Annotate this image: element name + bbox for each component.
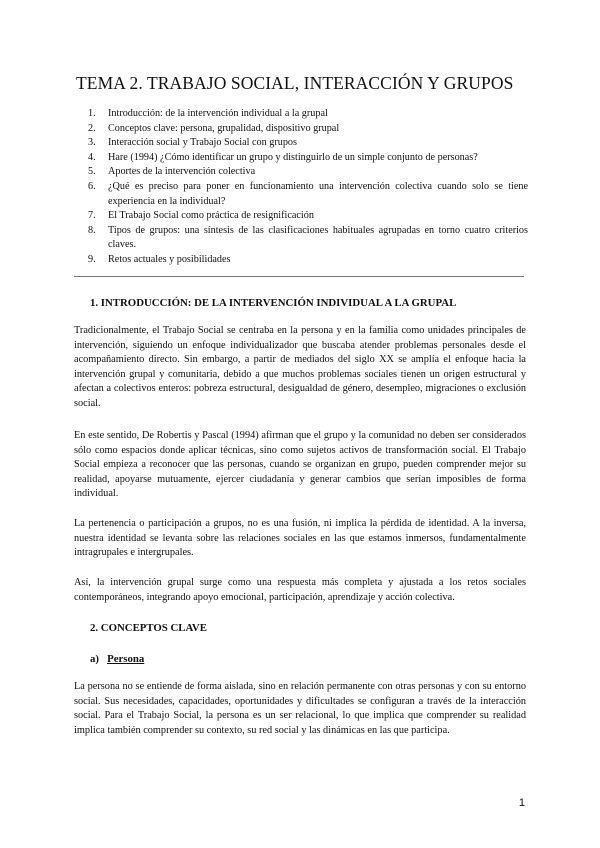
paragraph: Así, la intervención grupal surge como una respuesta más completa y ajustada a los retos sociales contemporáneos, integrando apoyo emocional, participación, aprendizaje y acción colectiva. xyxy=(74,577,526,603)
toc-item-number: 9. xyxy=(88,253,96,265)
toc-item xyxy=(88,165,528,180)
section-heading-introduccion: 1. INTRODUCCIÓN: DE LA INTERVENCIÓN INDIVIDUAL A LA GRUPAL xyxy=(90,297,457,309)
toc-item xyxy=(88,136,528,151)
toc-item-number: 1. xyxy=(88,108,96,119)
toc-item xyxy=(88,122,528,137)
toc-item xyxy=(88,224,528,253)
toc-item xyxy=(88,253,528,268)
table-of-contents xyxy=(88,107,528,268)
horizontal-divider xyxy=(74,276,524,277)
subsection-prefix: a) xyxy=(90,653,108,665)
page-number: 1 xyxy=(518,797,525,809)
paragraph: En este sentido, De Robertis y Pascal (1994) afirman que el grupo y la comunidad no deben ser considerados sólo como espacios donde aplicar técnicas, sino como sujetos activos de transformación social. El Trabajo Social empieza a reconocer que las personas, cuando se organizan en grupo, pueden comprender mejor su realidad, apoyarse mutuamente, ejercer ciudadanía y generar cambios que serían imposibles de forma individual. xyxy=(74,430,526,500)
toc-item-number: 6. xyxy=(88,180,96,192)
document-title: TEMA 2. TRABAJO SOCIAL, INTERACCIÓN Y GRUPOS xyxy=(76,73,514,93)
toc-item-number: 3. xyxy=(88,137,96,149)
toc-item-text: Hare (1994) ¿Cómo identificar un grupo y distinguirlo de un simple conjunto de personas? xyxy=(108,151,478,163)
section-heading-conceptos-clave: 2. CONCEPTOS CLAVE xyxy=(90,622,207,634)
toc-item xyxy=(88,180,528,209)
toc-item xyxy=(88,107,528,122)
toc-item-text: Interacción social y Trabajo Social con grupos xyxy=(108,137,297,149)
toc-item-text: El Trabajo Social como práctica de resignificación xyxy=(108,210,314,222)
toc-item-text: Aportes de la intervención colectiva xyxy=(108,166,256,178)
toc-item-number: 7. xyxy=(88,210,96,222)
toc-item xyxy=(88,209,528,224)
toc-item-number: 8. xyxy=(88,224,96,236)
paragraph: La pertenencia o participación a grupos, no es una fusión, ni implica la pérdida de identidad. A la inversa, nuestra identidad se levanta sobre las relaciones sociales en las que estamos inmersos, fundamentalmente intragrupales e intergrupales. xyxy=(74,518,526,559)
toc-item-number: 5. xyxy=(88,166,96,178)
subsection-label: Persona xyxy=(107,653,145,665)
toc-item-text: ¿Qué es preciso para poner en funcionamiento una intervención colectiva cuando solo se tiene experiencia en la individual? xyxy=(108,180,528,207)
toc-item-number: 4. xyxy=(88,151,96,163)
toc-item-text: Conceptos clave: persona, grupalidad, dispositivo grupal xyxy=(108,122,340,134)
paragraph: Tradicionalmente, el Trabajo Social se centraba en la persona y en la familia como unidades principales de intervención, siguiendo un enfoque individualizador que buscaba atender problemas personales desde el acompañamiento directo. Sin embargo, a partir de mediados del siglo XX se amplía el enfoque hacia la intervención grupal y comunitaria, debido a que muchos problemas sociales tienen un origen estructural y afectan a colectivos enteros: pobreza estructural, desigualdad de género, desempleo, migraciones o exclusión social. xyxy=(74,325,526,409)
toc-item-text: Retos actuales y posibilidades xyxy=(108,253,231,265)
subsection-heading-persona xyxy=(90,653,144,665)
toc-item xyxy=(88,151,528,166)
toc-item-text: Tipos de grupos: una síntesis de las clasificaciones habituales agrupadas en torno cuatro criterios claves. xyxy=(108,224,528,251)
toc-item-text: Introducción: de la intervención individual a la grupal xyxy=(108,108,328,119)
paragraph: La persona no se entiende de forma aislada, sino en relación permanente con otras personas y con su entorno social. Sus necesidades, capacidades, oportunidades y dificultades se configuran a través de la interacción social. Para el Trabajo Social, la persona es un ser relacional, lo que implica que comprender su realidad implica también comprender su contexto, su red social y las dinámicas en las que participa. xyxy=(74,681,526,736)
toc-item-number: 2. xyxy=(88,122,96,134)
